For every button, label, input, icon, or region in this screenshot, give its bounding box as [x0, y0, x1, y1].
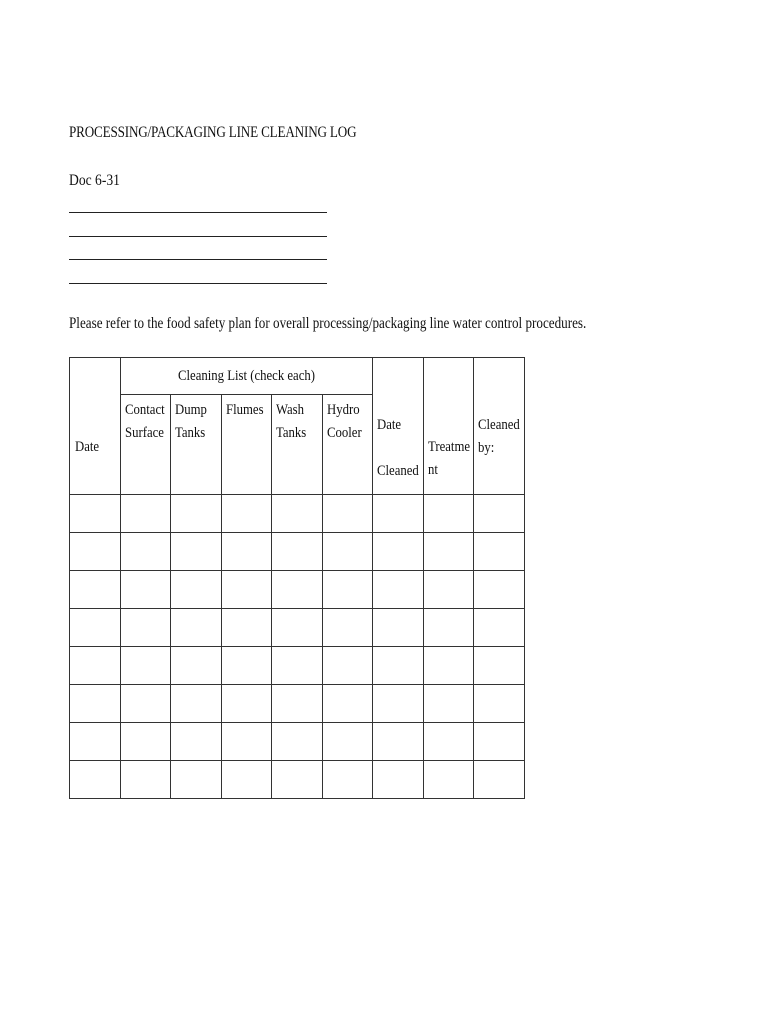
header-dump-tanks-line1: Dump	[175, 402, 207, 418]
cell-date[interactable]	[70, 723, 121, 761]
cell-flumes[interactable]	[222, 609, 272, 647]
header-contact-surface	[121, 395, 171, 495]
cell-treatment[interactable]	[424, 609, 474, 647]
header-date-cleaned-line1: Date	[377, 417, 402, 433]
cell-cleaned-by[interactable]	[474, 647, 525, 685]
header-flumes-label: Flumes	[226, 402, 264, 418]
header-treatment-line1: Treatme	[428, 439, 471, 455]
cell-dump-tanks[interactable]	[171, 571, 222, 609]
cell-treatment[interactable]	[424, 761, 474, 799]
cell-hydro-cooler[interactable]	[323, 685, 373, 723]
cleaning-log-table	[69, 357, 525, 799]
header-date-label: Date	[75, 438, 100, 455]
blank-line-3[interactable]	[69, 259, 327, 260]
cell-contact-surface[interactable]	[121, 495, 171, 533]
table-row	[70, 609, 525, 647]
table-row	[70, 761, 525, 799]
cell-flumes[interactable]	[222, 533, 272, 571]
blank-line-1[interactable]	[69, 212, 327, 213]
cell-date-cleaned[interactable]	[373, 533, 424, 571]
cell-wash-tanks[interactable]	[272, 495, 323, 533]
header-treatment	[424, 358, 474, 495]
cell-wash-tanks[interactable]	[272, 761, 323, 799]
cell-dump-tanks[interactable]	[171, 609, 222, 647]
cell-contact-surface[interactable]	[121, 533, 171, 571]
cell-flumes[interactable]	[222, 685, 272, 723]
cell-dump-tanks[interactable]	[171, 761, 222, 799]
cell-wash-tanks[interactable]	[272, 533, 323, 571]
cell-date[interactable]	[70, 761, 121, 799]
cell-cleaned-by[interactable]	[474, 685, 525, 723]
header-treatment-line2: nt	[428, 462, 438, 478]
cell-contact-surface[interactable]	[121, 685, 171, 723]
header-hydro-cooler-line1: Hydro	[327, 402, 360, 418]
header-dump-tanks-line2: Tanks	[175, 425, 206, 441]
cell-wash-tanks[interactable]	[272, 723, 323, 761]
cell-hydro-cooler[interactable]	[323, 647, 373, 685]
cell-dump-tanks[interactable]	[171, 685, 222, 723]
cell-flumes[interactable]	[222, 495, 272, 533]
cell-contact-surface[interactable]	[121, 571, 171, 609]
header-cleaning-list-label: Cleaning List (check each)	[177, 367, 316, 384]
cell-wash-tanks[interactable]	[272, 685, 323, 723]
header-wash-tanks-line2: Tanks	[276, 425, 307, 441]
table-row	[70, 723, 525, 761]
header-cleaned-by-line1: Cleaned	[478, 417, 520, 433]
cell-dump-tanks[interactable]	[171, 495, 222, 533]
cell-date[interactable]	[70, 495, 121, 533]
header-wash-tanks	[272, 395, 323, 495]
cell-hydro-cooler[interactable]	[323, 723, 373, 761]
cell-cleaned-by[interactable]	[474, 761, 525, 799]
cell-dump-tanks[interactable]	[171, 533, 222, 571]
cell-wash-tanks[interactable]	[272, 571, 323, 609]
cell-treatment[interactable]	[424, 533, 474, 571]
cell-contact-surface[interactable]	[121, 761, 171, 799]
cell-hydro-cooler[interactable]	[323, 533, 373, 571]
header-contact-surface-line2: Surface	[125, 425, 164, 441]
header-date	[70, 358, 121, 495]
cell-date-cleaned[interactable]	[373, 495, 424, 533]
header-hydro-cooler-line2: Cooler	[327, 425, 362, 441]
document-reference: Doc 6-31	[69, 172, 120, 189]
cell-contact-surface[interactable]	[121, 647, 171, 685]
cell-treatment[interactable]	[424, 571, 474, 609]
table-body	[70, 495, 525, 799]
cell-wash-tanks[interactable]	[272, 647, 323, 685]
cell-date[interactable]	[70, 647, 121, 685]
page-title: PROCESSING/PACKAGING LINE CLEANING LOG	[69, 124, 357, 141]
cell-date-cleaned[interactable]	[373, 571, 424, 609]
instruction-note: Please refer to the food safety plan for overall processing/packaging line water control procedures.	[69, 315, 587, 332]
cell-treatment[interactable]	[424, 723, 474, 761]
cell-date-cleaned[interactable]	[373, 647, 424, 685]
header-date-cleaned-line2: Cleaned	[377, 463, 419, 479]
table-row	[70, 685, 525, 723]
header-hydro-cooler	[323, 395, 373, 495]
header-dump-tanks	[171, 395, 222, 495]
header-flumes	[222, 395, 272, 495]
cell-contact-surface[interactable]	[121, 723, 171, 761]
cell-hydro-cooler[interactable]	[323, 571, 373, 609]
header-cleaning-list	[121, 358, 373, 395]
cell-cleaned-by[interactable]	[474, 533, 525, 571]
cell-contact-surface[interactable]	[121, 609, 171, 647]
cell-hydro-cooler[interactable]	[323, 495, 373, 533]
header-date-cleaned	[373, 358, 424, 495]
table-row	[70, 571, 525, 609]
table-row	[70, 533, 525, 571]
cell-date[interactable]	[70, 571, 121, 609]
cell-dump-tanks[interactable]	[171, 723, 222, 761]
cell-date[interactable]	[70, 533, 121, 571]
cell-date-cleaned[interactable]	[373, 609, 424, 647]
cell-date-cleaned[interactable]	[373, 723, 424, 761]
cell-cleaned-by[interactable]	[474, 495, 525, 533]
cell-flumes[interactable]	[222, 723, 272, 761]
blank-line-4[interactable]	[69, 283, 327, 284]
cell-treatment[interactable]	[424, 647, 474, 685]
cell-cleaned-by[interactable]	[474, 723, 525, 761]
cell-flumes[interactable]	[222, 571, 272, 609]
table-row	[70, 495, 525, 533]
cell-flumes[interactable]	[222, 761, 272, 799]
cell-cleaned-by[interactable]	[474, 571, 525, 609]
header-contact-surface-line1: Contact	[125, 402, 165, 418]
cell-wash-tanks[interactable]	[272, 609, 323, 647]
cell-hydro-cooler[interactable]	[323, 609, 373, 647]
cell-flumes[interactable]	[222, 647, 272, 685]
cell-date[interactable]	[70, 685, 121, 723]
blank-line-2[interactable]	[69, 236, 327, 237]
cell-cleaned-by[interactable]	[474, 609, 525, 647]
cell-treatment[interactable]	[424, 685, 474, 723]
cell-date-cleaned[interactable]	[373, 761, 424, 799]
header-cleaned-by	[474, 358, 525, 495]
table-row	[70, 647, 525, 685]
cell-dump-tanks[interactable]	[171, 647, 222, 685]
cell-date[interactable]	[70, 609, 121, 647]
header-wash-tanks-line1: Wash	[276, 402, 305, 418]
cell-hydro-cooler[interactable]	[323, 761, 373, 799]
cell-date-cleaned[interactable]	[373, 685, 424, 723]
cell-treatment[interactable]	[424, 495, 474, 533]
header-cleaned-by-line2: by:	[478, 440, 495, 456]
